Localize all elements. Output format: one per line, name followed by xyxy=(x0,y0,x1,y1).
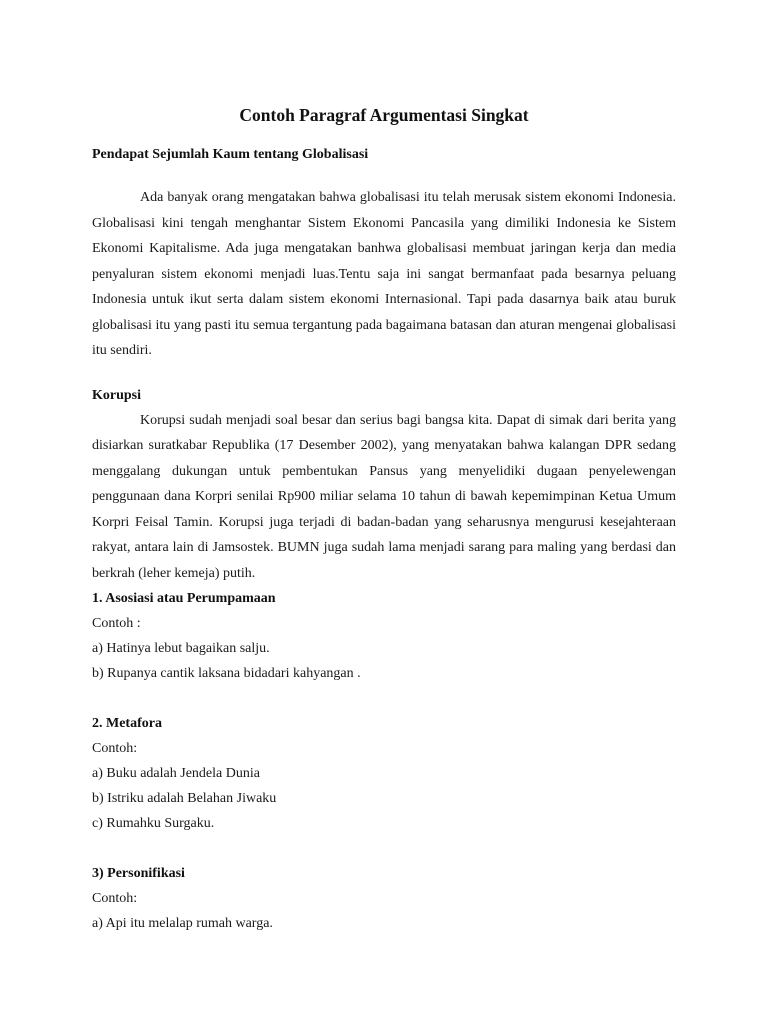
section-personifikasi xyxy=(92,861,676,936)
paragraph-korupsi: Korupsi sudah menjadi soal besar dan serius bagi bangsa kita. Dapat di simak dari berita yang disiarkan suratkabar Republika (17 Desember 2002), yang menyatakan bahwa kalangan DPR sedang menggalang dukungan untuk pembentukan Pansus yang menyelidiki dugaan penyelewengan penggunaan dana Korpri senilai Rp900 miliar selama 10 tahun di bawah kepemimpinan Ketua Umum Korpri Feisal Tamin. Korupsi juga terjadi di badan-badan yang seharusnya mengurusi kesejahteraan rakyat, antara lain di Jamsostek. BUMN juga sudah lama menjadi sarang para maling yang berdasi dan berkrah (leher kemeja) putih. xyxy=(92,412,676,581)
section-metafora xyxy=(92,711,676,836)
example-item: a) Hatinya lebut bagaikan salju. xyxy=(92,641,270,656)
section-subtitle-globalisasi: Pendapat Sejumlah Kaum tentang Globalisasi xyxy=(92,147,369,162)
paragraph-globalisasi: Ada banyak orang mengatakan bahwa globalisasi itu telah merusak sistem ekonomi Indonesia. Globalisasi kini tengah menghantar Sistem Ekonomi Pancasila yang dimiliki Indonesia ke Sistem Ekonomi Kapitalisme. Ada juga mengatakan banhwa globalisasi membuat jaringan kerja dan media penyaluran sistem ekonomi menjadi luas.Tentu saja ini sangat bermanfaat pada besarnya peluang Indonesia untuk ikut serta dalam sistem ekonomi Internasional. Tapi pada dasarnya baik atau buruk globalisasi itu yang pasti itu semua tergantung pada bagaimana batasan dan aturan mengenai globalisasi itu sendiri. xyxy=(92,190,676,358)
example-label: Contoh: xyxy=(92,891,138,906)
example-item: a) Api itu melalap rumah warga. xyxy=(92,916,273,931)
spacer xyxy=(92,686,676,711)
example-item: b) Istriku adalah Belahan Jiwaku xyxy=(92,791,277,806)
example-item: b) Rupanya cantik laksana bidadari kahyangan . xyxy=(92,666,361,681)
document-page xyxy=(92,104,676,936)
example-item: a) Buku adalah Jendela Dunia xyxy=(92,766,260,781)
spacer xyxy=(92,836,676,861)
heading-metafora: 2. Metafora xyxy=(92,716,162,731)
section-asosiasi xyxy=(92,586,676,686)
heading-asosiasi: 1. Asosiasi atau Perumpamaan xyxy=(92,591,276,606)
example-item: c) Rumahku Surgaku. xyxy=(92,816,215,831)
heading-personifikasi: 3) Personifikasi xyxy=(92,866,185,881)
example-label: Contoh: xyxy=(92,741,138,756)
heading-korupsi: Korupsi xyxy=(92,387,142,403)
document-title: Contoh Paragraf Argumentasi Singkat xyxy=(239,105,529,125)
example-label: Contoh : xyxy=(92,616,141,631)
